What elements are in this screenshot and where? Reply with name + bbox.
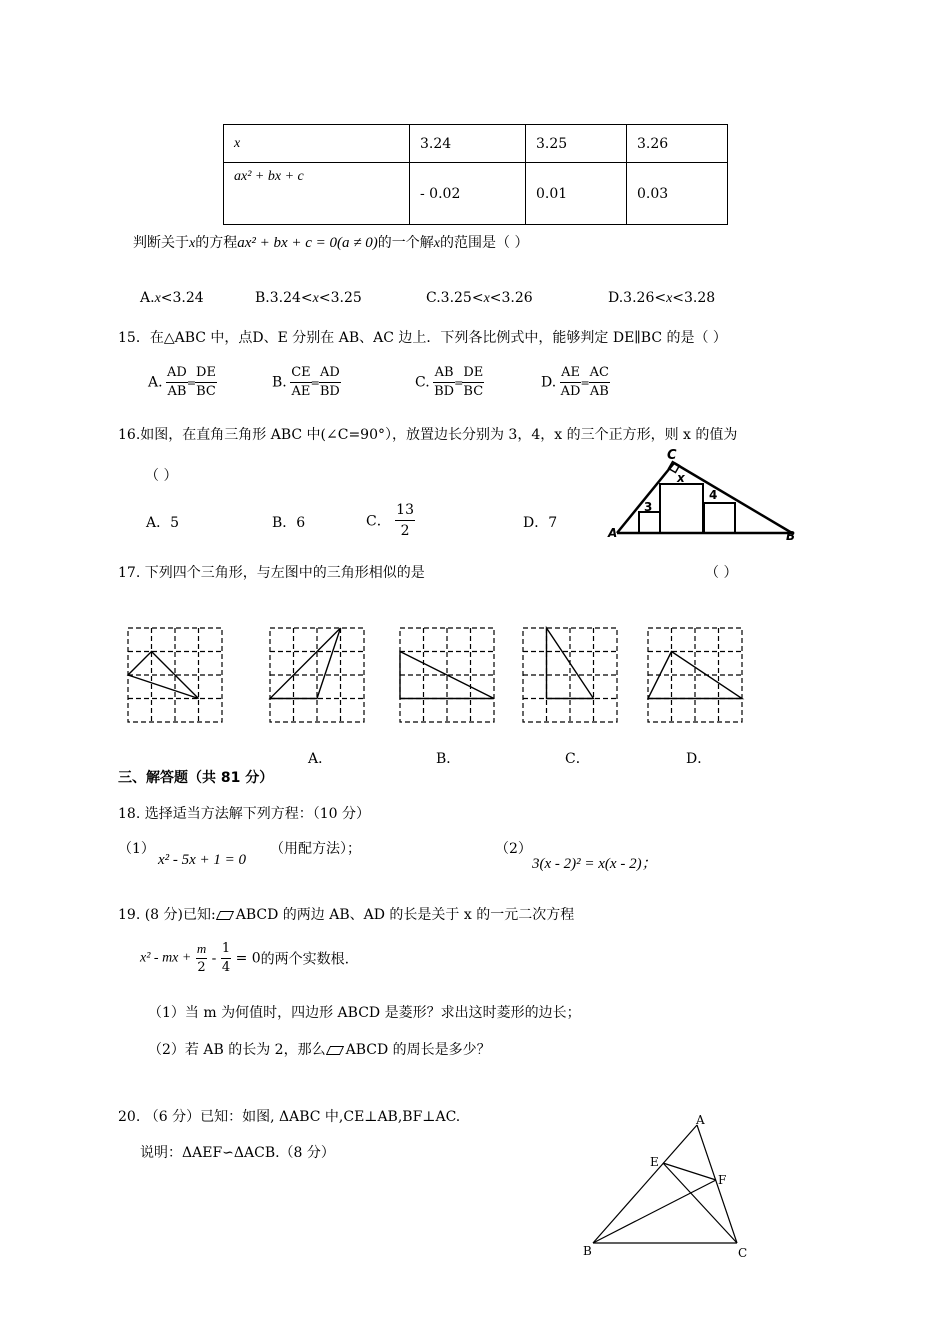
opt-text: <3.28 <box>672 290 716 306</box>
q19-sub2-a: （2）若 AB 的长为 2，那么 <box>148 1042 326 1058</box>
table-cell: ax² + bx + c <box>224 163 410 225</box>
den: AB <box>167 384 187 399</box>
q20-stem: 20. （6 分）已知：如图, ΔABC 中,CE⊥AB,BF⊥AC. <box>118 1109 461 1125</box>
eq-part: x² - mx + <box>140 950 192 966</box>
q15-option-b: B. $\frac{CE}{AE}$ = $\frac{AD}{BD}$ <box>272 365 340 399</box>
q16-stem: 16.如图，在直角三角形 ABC 中(∠C=90°），放置边长分别为 3，4，x 的三个正方形，则 x 的值为 <box>118 427 738 443</box>
q19-equation <box>140 940 349 977</box>
den: AB <box>589 384 609 399</box>
q19-stem-b: ABCD 的两边 AB、AD 的长是关于 x 的一元二次方程 <box>235 907 575 923</box>
num: AB <box>433 364 455 383</box>
section-heading: 三、解答题（共 81 分） <box>118 770 274 786</box>
fig-label-e: E <box>650 1155 659 1169</box>
q18-part2-label: （2） <box>495 841 532 857</box>
opt-var: x <box>312 291 319 306</box>
q19-stem <box>118 904 574 924</box>
fig-label-c: C <box>738 1246 748 1260</box>
q14-var: x <box>433 236 440 251</box>
num: DE <box>195 364 217 383</box>
den: AE <box>291 384 311 399</box>
q14-stem-b: 的方程 <box>195 235 238 251</box>
den: 2 <box>197 960 206 975</box>
q19-sub2 <box>148 1039 491 1059</box>
den: BC <box>463 384 484 399</box>
fraction <box>319 364 341 401</box>
opt-var: x <box>483 291 490 306</box>
q14-option-a <box>140 290 204 307</box>
fraction <box>433 364 455 401</box>
num: AD <box>319 364 341 383</box>
q17-option-b-grid <box>392 620 502 730</box>
q14-option-d <box>608 290 715 307</box>
fig-label-f: F <box>718 1173 727 1187</box>
fraction <box>290 364 311 401</box>
eq-part: = 0 <box>235 950 261 967</box>
num: m <box>196 940 207 959</box>
q14-option-c <box>426 290 533 307</box>
table-cell: 0.01 <box>526 163 627 225</box>
den: AD <box>560 384 581 399</box>
fig-label-4: 4 <box>709 488 718 502</box>
q17-label-d: D． <box>686 751 712 767</box>
table-cell: 0.03 <box>627 163 728 225</box>
den: 4 <box>221 960 231 975</box>
num: DE <box>462 364 484 383</box>
opt-label: C. <box>415 374 430 391</box>
q14-stem-d: 的范围是（ ） <box>440 235 529 251</box>
fig-label-x: x <box>677 471 685 485</box>
q14-stem-c: 的一个解 <box>377 235 434 251</box>
opt-text: D.3.26< <box>608 290 667 306</box>
q17-option-d-grid <box>640 620 750 730</box>
opt-text: A. <box>140 290 155 306</box>
fraction <box>195 364 217 401</box>
den: BD <box>434 384 455 399</box>
fraction <box>221 940 231 977</box>
fraction <box>462 364 484 401</box>
q18-equation-2: 3(x - 2)² = x(x - 2)； <box>532 856 657 872</box>
q16-option-c <box>366 500 415 541</box>
q18-stem: 18. 选择适当方法解下列方程：（10 分） <box>118 806 370 822</box>
num: AD <box>166 364 188 383</box>
opt-label: A. <box>148 374 163 391</box>
q15-option-c: C. $\frac{AB}{BD}$ = $\frac{DE}{BC}$ <box>415 365 484 399</box>
den: BD <box>319 384 340 399</box>
opt-var: x <box>666 291 673 306</box>
q18-part1-label: （1） <box>118 841 155 857</box>
fig-label-3: 3 <box>644 500 653 514</box>
num: 1 <box>221 940 231 959</box>
parallelogram-icon <box>325 1046 343 1055</box>
table-cell: - 0.02 <box>410 163 526 225</box>
q17-left-grid <box>120 620 230 730</box>
fig-label-a: A <box>696 1113 705 1127</box>
q15-option-d: D. $\frac{AE}{AD}$ = $\frac{AC}{AB}$ <box>541 365 610 399</box>
eq-tail: 的两个实数根. <box>260 951 350 968</box>
fraction <box>560 364 582 401</box>
q18-method: （用配方法）； <box>270 841 361 857</box>
opt-text: <3.24 <box>160 290 204 306</box>
q18-equation-1: x² - 5x + 1 = 0 <box>158 852 247 868</box>
table-cell: 3.26 <box>627 125 728 163</box>
q17-stem: 17. 下列四个三角形，与左图中的三角形相似的是 <box>118 565 425 581</box>
q17-label-c: C． <box>565 751 590 767</box>
q17-label-b: B． <box>436 751 461 767</box>
q19-sub2-b: ABCD 的周长是多少？ <box>345 1042 491 1058</box>
opt-text: <3.25 <box>318 290 362 306</box>
table-cell: 3.24 <box>410 125 526 163</box>
fraction <box>166 364 188 401</box>
q16-paren: （ ） <box>145 468 178 484</box>
fig-label-b: B <box>583 1244 592 1258</box>
fraction <box>395 500 415 541</box>
q14-stem <box>133 232 528 252</box>
q19-stem-a: 19. (8 分)已知: <box>118 907 216 923</box>
fig-label-b: B <box>786 529 796 543</box>
q17-paren: （ ） <box>705 565 738 581</box>
opt-text: B.3.24< <box>255 290 313 306</box>
q16-option-b: B．6 <box>272 515 306 531</box>
q15-option-a: A. $\frac{AD}{AB}$ = $\frac{DE}{BC}$ <box>148 365 216 399</box>
q20-sub: 说明：ΔAEF∽ΔACB.（8 分） <box>140 1145 335 1161</box>
opt-label: C． <box>366 513 391 530</box>
den: 2 <box>400 523 410 539</box>
num: 13 <box>395 500 415 521</box>
opt-label: D. <box>541 374 557 391</box>
eq-part: - <box>211 950 217 967</box>
q20-figure <box>575 1105 755 1265</box>
q14-equation: ax² + bx + c = 0(a ≠ 0) <box>237 235 378 251</box>
num: CE <box>290 364 311 383</box>
parallelogram-icon <box>216 911 234 920</box>
opt-label: B. <box>272 374 287 391</box>
fig-label-c: C <box>667 448 677 463</box>
den: BC <box>196 384 216 399</box>
opt-var: x <box>154 291 161 306</box>
q19-sub1: （1）当 m 为何值时，四边形 ABCD 是菱形？求出这时菱形的边长； <box>148 1005 581 1021</box>
q16-option-a: A．5 <box>146 515 180 531</box>
q15-stem: 15．在△ABC 中，点D、E 分别在 AB、AC 边上．下列各比例式中，能够判定 DE∥BC 的是（ ） <box>118 330 727 346</box>
fig-label-a: A <box>608 526 618 540</box>
num: AE <box>560 364 582 383</box>
q14-stem-a: 判断关于 <box>133 235 189 251</box>
q16-figure <box>605 445 805 545</box>
fraction <box>589 364 610 401</box>
opt-text: <3.26 <box>489 290 533 306</box>
value-table <box>223 124 728 225</box>
q17-option-c-grid <box>515 620 625 730</box>
opt-text: C.3.25< <box>426 290 484 306</box>
q16-option-d: D．7 <box>523 515 558 531</box>
fraction <box>196 940 207 977</box>
table-cell: 3.25 <box>526 125 627 163</box>
q17-option-a-grid <box>262 620 372 730</box>
table-cell: x <box>224 125 410 163</box>
q17-label-a: A． <box>308 751 333 767</box>
q14-var: x <box>189 236 196 251</box>
q14-option-b <box>255 290 362 307</box>
num: AC <box>589 364 610 383</box>
